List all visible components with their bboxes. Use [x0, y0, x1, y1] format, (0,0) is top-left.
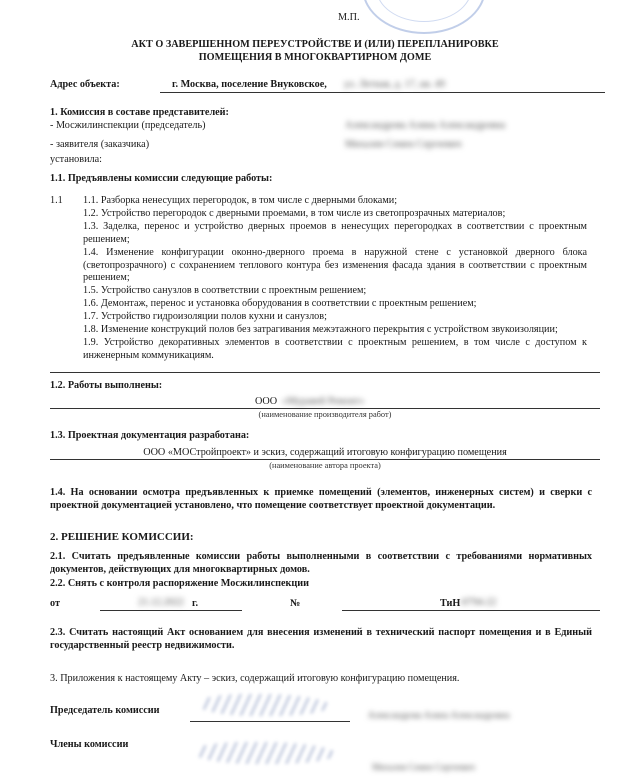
- address-value: г. Москва, поселение Внуковское,: [172, 79, 327, 90]
- member1-name: Александрова Алина Александровна: [345, 120, 506, 131]
- project-heading: 1.3. Проектная документация разработана:: [50, 430, 250, 441]
- decision-p22: 2.2. Снять с контроля распоряжение Мосжилинспекции: [50, 578, 310, 589]
- member-signature: [196, 742, 336, 764]
- contractor-underline: [50, 408, 600, 409]
- chair-signature: [200, 694, 330, 716]
- attachments-note: 3. Приложения к настоящему Акту – эскиз, содержащий итоговую конфигурацию помещения.: [50, 673, 460, 684]
- work-item: 1.5. Устройство санузлов в соответствии с проектным решением;: [83, 285, 367, 297]
- project-author: ООО «МОСтройпроект» и эскиз, содержащий итоговую конфигурацию помещения: [143, 447, 507, 458]
- decision-p23: 2.3. Считать настоящий Акт основанием для внесения изменений в технический паспорт помещения и в Единый государственный реестр недвижимости.: [50, 627, 592, 651]
- address-underline: [160, 92, 605, 93]
- date-underline: [100, 610, 242, 611]
- order-number-underline: [342, 610, 600, 611]
- chair-signature-line: [190, 721, 350, 722]
- decision-p21: 2.1. Считать предъявленные комиссии работы выполненными в соответствии с требованиями нормативных документов, действующих для многоквартирных домов.: [50, 551, 592, 575]
- established-label: установила:: [50, 154, 102, 165]
- work-item: 1.1. Разборка ненесущих перегородок, в том числе с дверными блоками;: [83, 195, 398, 206]
- project-caption: (наименование автора проекта): [269, 461, 381, 470]
- decision-heading: 2. РЕШЕНИЕ КОМИССИИ:: [50, 531, 194, 543]
- commission-heading: 1. Комиссия в составе представителей:: [50, 107, 229, 118]
- contractor-caption: (наименование производителя работ): [258, 410, 392, 419]
- works-heading: 1.1. Предъявлены комиссии следующие работы:: [50, 173, 273, 184]
- works-list: [83, 195, 587, 363]
- order-prefix: ТиН: [440, 598, 461, 609]
- work-item: 1.8. Изменение конструкций полов без затрагивания межэтажного перекрытия с устройством звукоизоляции;: [83, 324, 558, 336]
- address-redacted: ул. Летная, д. 17, кв. 49: [344, 79, 445, 90]
- member2-name: Михалев Семен Сергеевич: [345, 139, 462, 150]
- work-item: 1.7. Устройство гидроизоляции полов кухни и санузлов;: [83, 311, 327, 323]
- work-item: 1.6. Демонтаж, перенос и установка оборудования в соответствии с проектным решением;: [83, 298, 477, 310]
- work-item: 1.9. Устройство декоративных элементов в соответствии с проектным решением, в том числе с доступом к инженерным коммуникациям.: [83, 336, 587, 361]
- order-date: 21.12.2022: [138, 597, 184, 608]
- member2-role: - заявителя (заказчика): [50, 139, 150, 150]
- number-label: №: [290, 598, 301, 609]
- work-item: 1.3. Заделка, перенос и устройство дверных проемов в ненесущих перегородках в соответствии с проектным решением;: [83, 220, 587, 245]
- inspection-conclusion: 1.4. На основании осмотра предъявленных к приемке помещений (элементов, инженерных систем) и сверки с проектной документацией установлено, что помещение соответствует проектной документации.: [50, 487, 592, 511]
- address-label: Адрес объекта:: [50, 79, 120, 90]
- member-name: Михалев Семен Сергеевич: [372, 762, 475, 772]
- members-label: Члены комиссии: [50, 739, 129, 750]
- from-label: от: [50, 598, 60, 609]
- chair-label: Председатель комиссии: [50, 705, 160, 716]
- chair-name: Александрова Алина Александровна: [368, 710, 510, 720]
- works-underline: [50, 372, 600, 373]
- order-number: -0794-22: [459, 597, 497, 608]
- year-suffix: г.: [192, 598, 199, 609]
- stamp-seal: [362, 0, 486, 34]
- member1-role: - Мосжилинспекции (председатель): [50, 120, 206, 131]
- work-item: 1.2. Устройство перегородок с дверными проемами, в том числе из светопрозрачных материалов;: [83, 207, 506, 219]
- stamp-label: М.П.: [338, 12, 360, 23]
- contractor-value: ООО: [255, 396, 278, 407]
- page-title: АКТ О ЗАВЕРШЕННОМ ПЕРЕУСТРОЙСТВЕ И (ИЛИ) ПЕРЕПЛАНИРОВКЕ: [131, 39, 499, 50]
- project-underline: [50, 459, 600, 460]
- works-number: 1.1: [50, 195, 63, 206]
- contractor-redacted: «Муравей Ремонт»: [282, 396, 365, 407]
- page-subtitle: ПОМЕЩЕНИЯ В МНОГОКВАРТИРНОМ ДОМЕ: [198, 52, 432, 63]
- work-item: 1.4. Изменение конфигурации оконно-дверного проема в наружной стене с установкой дверного блока (светопрозрачного) с сохранением теплового контура без изменения фасада здания в соответствии с проектным решением;: [83, 246, 587, 284]
- works-done-heading: 1.2. Работы выполнены:: [50, 380, 163, 391]
